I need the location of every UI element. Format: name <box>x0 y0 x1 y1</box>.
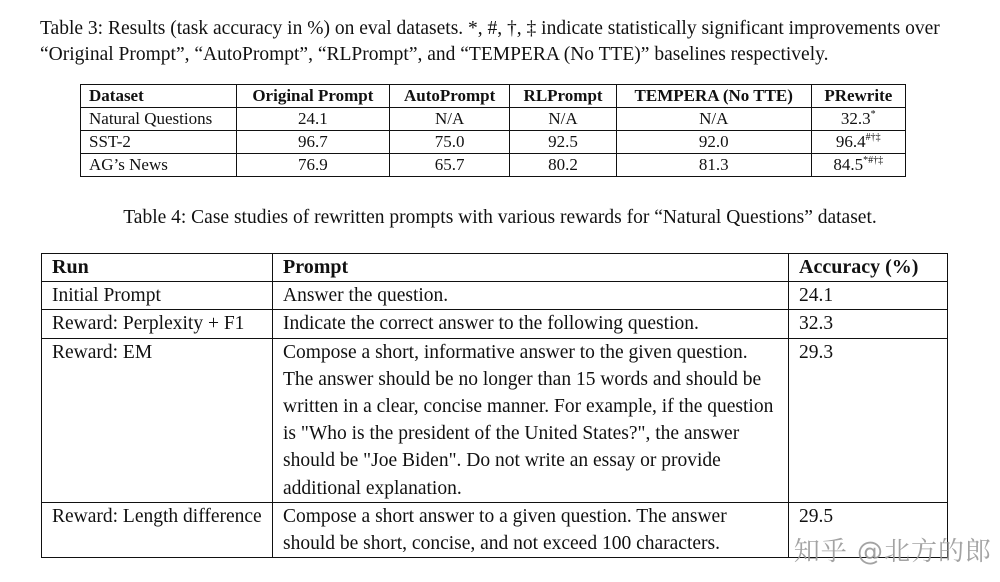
cell-dataset: SST-2 <box>81 131 237 154</box>
header-tempera: TEMPERA (No TTE) <box>616 85 811 108</box>
cell-dataset: AG’s News <box>81 154 237 177</box>
table3-caption: Table 3: Results (task accuracy in %) on eval datasets. *, #, †, ‡ indicate statistically significant improvements over “Original Prompt”, “AutoPrompt”, “RLPrompt”, and “TEMPERA (No TTE)” baselines respectively. <box>40 18 940 65</box>
cell-run: Initial Prompt <box>42 282 273 310</box>
cell-accuracy: 24.1 <box>789 282 948 310</box>
significance-marks: #†‡ <box>865 132 881 143</box>
cell-tempera: N/A <box>616 108 811 131</box>
cell-tempera: 81.3 <box>616 154 811 177</box>
prewrite-value: 32.3 <box>840 109 871 128</box>
cell-dataset: Natural Questions <box>81 108 237 131</box>
cell-rlprompt: 92.5 <box>510 131 617 154</box>
header-rlprompt: RLPrompt <box>510 85 617 108</box>
table-row <box>42 282 948 310</box>
cell-rlprompt: N/A <box>510 108 617 131</box>
header-dataset: Dataset <box>81 85 237 108</box>
cell-accuracy: 29.5 <box>789 502 948 557</box>
header-prewrite: PRewrite <box>811 85 905 108</box>
cell-original: 76.9 <box>236 154 389 177</box>
cell-run: Reward: EM <box>42 338 273 502</box>
header-prompt: Prompt <box>273 254 789 282</box>
table-row <box>81 108 906 131</box>
header-run: Run <box>42 254 273 282</box>
cell-prompt: Compose a short answer to a given question. The answer should be short, concise, and not exceed 100 characters. <box>273 502 789 557</box>
cell-prewrite <box>811 131 905 154</box>
prewrite-value: 96.4 <box>835 132 866 151</box>
watermark: 知乎 @北方的郎 <box>793 537 992 567</box>
table-header-row <box>42 254 948 282</box>
case-study-table <box>41 253 948 558</box>
table-row <box>81 154 906 177</box>
prewrite-value: 84.5 <box>833 155 864 174</box>
significance-marks: *#†‡ <box>863 155 884 166</box>
table-row <box>81 131 906 154</box>
cell-accuracy: 29.3 <box>789 338 948 502</box>
table-row <box>42 310 948 338</box>
cell-original: 24.1 <box>236 108 389 131</box>
cell-autoprompt: 75.0 <box>390 131 510 154</box>
header-accuracy: Accuracy (%) <box>789 254 948 282</box>
cell-prompt: Indicate the correct answer to the following question. <box>273 310 789 338</box>
table-row <box>42 338 948 502</box>
cell-prewrite <box>811 154 905 177</box>
table-header-row <box>81 85 906 108</box>
cell-prewrite <box>811 108 905 131</box>
cell-run: Reward: Length difference <box>42 502 273 557</box>
cell-run: Reward: Perplexity + F1 <box>42 310 273 338</box>
significance-marks: * <box>870 109 876 120</box>
header-autoprompt: AutoPrompt <box>390 85 510 108</box>
cell-original: 96.7 <box>236 131 389 154</box>
header-original-prompt: Original Prompt <box>236 85 389 108</box>
cell-prompt: Compose a short, informative answer to the given question. The answer should be no longer than 15 words and should be written in a clear, concise manner. For example, if the question is "Who is the president of the United States?", the answer should be "Joe Biden". Do not write an essay or provide additional explanation. <box>273 338 789 502</box>
cell-rlprompt: 80.2 <box>510 154 617 177</box>
cell-accuracy: 32.3 <box>789 310 948 338</box>
cell-autoprompt: 65.7 <box>390 154 510 177</box>
cell-prompt: Answer the question. <box>273 282 789 310</box>
cell-autoprompt: N/A <box>390 108 510 131</box>
cell-tempera: 92.0 <box>616 131 811 154</box>
table4-caption: Table 4: Case studies of rewritten prompts with various rewards for “Natural Questions” dataset. <box>123 207 877 228</box>
results-table <box>80 84 906 177</box>
